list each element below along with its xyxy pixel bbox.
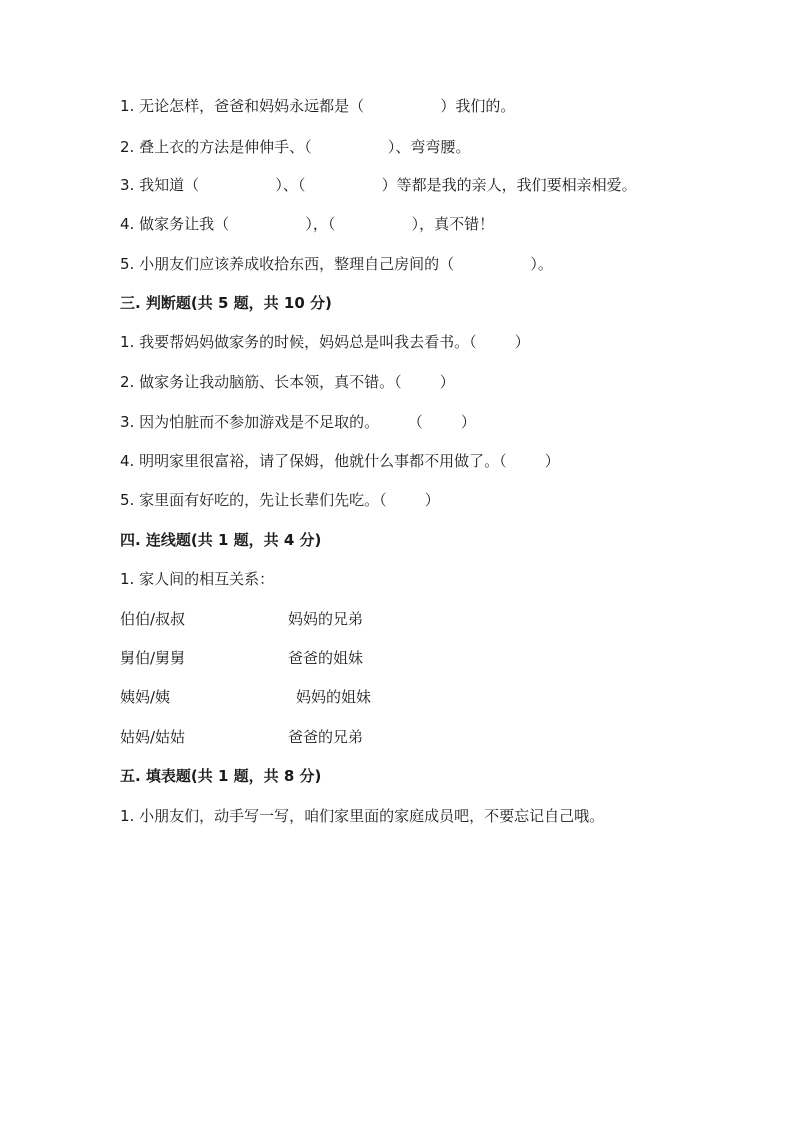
judge-item-4: 4. 明明家里很富裕，请了保姆，他就什么事都不用做了。（ ）: [120, 452, 560, 470]
matching-right-1: 妈妈的兄弟: [288, 610, 364, 628]
table-fill-prompt: 1. 小朋友们，动手写一写，咱们家里面的家庭成员吧，不要忘记自己哦。: [120, 807, 605, 825]
matching-right-3: 妈妈的姐妹: [296, 688, 372, 706]
fill-blank-item-2: 2. 叠上衣的方法是伸伸手、（ ）、弯弯腰。: [120, 138, 471, 156]
section-matching-heading: 四. 连线题(共 1 题，共 4 分): [120, 531, 322, 549]
matching-left-4: 姑妈/姑姑: [120, 728, 186, 746]
fill-blank-item-5: 5. 小朋友们应该养成收拾东西，整理自己房间的（ ）。: [120, 255, 553, 273]
matching-prompt: 1. 家人间的相互关系：: [120, 570, 275, 588]
matching-right-4: 爸爸的兄弟: [288, 728, 364, 746]
matching-left-1: 伯伯/叔叔: [120, 610, 186, 628]
fill-blank-item-4: 4. 做家务让我（ ），（ ），真不错！: [120, 215, 495, 233]
judge-item-3: 3. 因为怕脏而不参加游戏是不足取的。 （ ）: [120, 413, 476, 431]
matching-left-3: 姨妈/姨: [120, 688, 171, 706]
matching-left-2: 舅伯/舅舅: [120, 649, 186, 667]
matching-right-2: 爸爸的姐妹: [288, 649, 364, 667]
judge-item-5: 5. 家里面有好吃的，先让长辈们先吃。（ ）: [120, 491, 440, 509]
fill-blank-item-1: 1. 无论怎样，爸爸和妈妈永远都是（ ）我们的。: [120, 97, 516, 115]
fill-blank-item-3: 3. 我知道（ ）、（ ）等都是我的亲人，我们要相亲相爱。: [120, 176, 637, 194]
judge-item-1: 1. 我要帮妈妈做家务的时候，妈妈总是叫我去看书。（ ）: [120, 333, 530, 351]
section-table-heading: 五. 填表题(共 1 题，共 8 分): [120, 767, 322, 785]
section-judge-heading: 三. 判断题(共 5 题，共 10 分): [120, 294, 332, 312]
judge-item-2: 2. 做家务让我动脑筋、长本领，真不错。（ ）: [120, 373, 455, 391]
